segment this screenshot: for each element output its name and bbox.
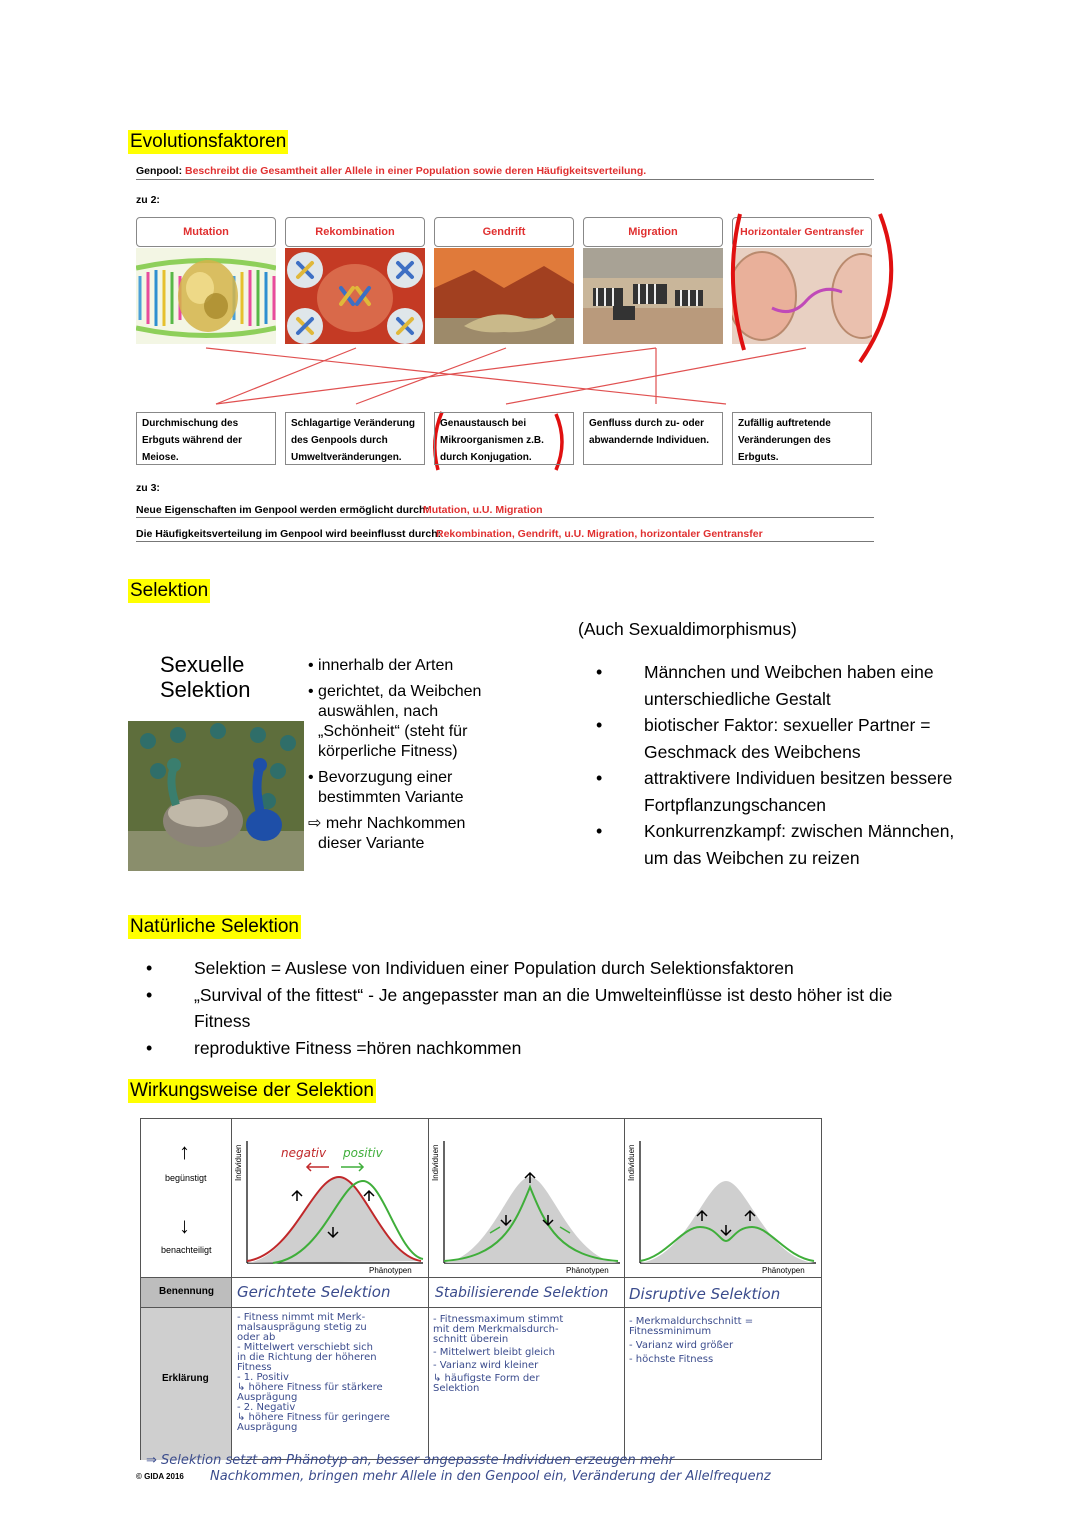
explanation-line: - Fitness nimmt mit Merk- [237,1312,366,1323]
explanation-line: - Fitnessmaximum stimmt [433,1314,564,1325]
new-props-label: Neue Eigenschaften im Genpool werden ermöglicht durch: [136,504,429,516]
desc-line: durch Konjugation. [440,452,532,463]
heading-selektion: Selektion [130,580,209,601]
point-line: • Bevorzugung einer [308,769,453,786]
explanation-line: - Mittelwert verschiebt sich [237,1342,373,1353]
beguenstigt-label: begünstigt [165,1173,207,1183]
explanation-line: Selektion [433,1383,480,1394]
individuen-label: Individuen [431,1144,440,1181]
desc-line: Genfluss durch zu- oder [589,418,705,429]
explanation-line: - 2. Negativ [237,1402,296,1413]
sexual-selection-points [308,656,518,854]
desc-line: abwandernde Individuen. [589,435,710,446]
factor-mutation: Mutation [136,217,276,247]
factor-gendrift: Gendrift [434,217,574,247]
divider [624,1119,625,1459]
desc-line: Meiose. [142,452,179,463]
zu2-label: zu 2: [136,194,160,206]
explanation-line: Ausprägung [237,1422,298,1433]
list-item: • biotischer Faktor: sexueller Partner = Geschmack des Weibchens [594,712,974,765]
genpool-text: Beschreibt die Gesamtheit aller Allele in einer Population sowie deren Häufigkeitsverteilung. [185,165,647,177]
list-item: • attraktivere Individuen besitzen bessere Fortpflanzungschancen [594,765,974,818]
benachteiligt-label: benachteiligt [161,1245,212,1255]
peacock-image [128,721,304,871]
explanation-line: - Varianz wird kleiner [433,1360,539,1371]
desc-box [583,412,723,465]
volcano-image [434,248,574,344]
negativ-label: negativ [281,1146,327,1160]
heading-natuerliche-selektion: Natürliche Selektion [130,916,299,937]
factor-rekombination: Rekombination [285,217,425,247]
desc-line: Zufällig auftretende [738,418,831,429]
name-disruptive: Disruptive Selektion [629,1285,781,1303]
explanation-line: in die Richtung der höheren [237,1352,377,1363]
divider [231,1307,821,1308]
red-bracket-marks [720,210,910,370]
desc-line: Schlagartige Veränderung [291,418,415,429]
explanation-line: mit dem Merkmalsdurch- [433,1324,559,1335]
dna-image [136,248,276,344]
explanation-line: ↳ häufigste Form der [433,1373,540,1384]
zebras-image [583,248,723,344]
name-gerichtete: Gerichtete Selektion [237,1283,391,1301]
list-item: • Konkurrenzkampf: zwischen Männchen, um das Weibchen zu reizen [594,818,974,871]
explanation-line: - höchste Fitness [629,1354,714,1365]
point-line: • innerhalb der Arten [308,657,454,674]
sexual-selection-right-list [594,659,974,871]
explanation-line: - Mittelwert bleibt gleich [433,1347,555,1358]
explanation-line: ↳ höhere Fitness für stärkere [237,1382,383,1393]
divider [428,1119,429,1459]
point-line: bestimmten Variante [318,789,464,806]
selection-table [140,1118,822,1460]
point-line: „Schönheit“ (steht für [318,723,468,740]
individuen-label: Individuen [627,1144,636,1181]
disruptive-selection-graph [626,1137,818,1277]
point-line: körperliche Fitness) [318,743,458,760]
erklaerung-label: Erklärung [162,1373,209,1384]
divider [136,517,874,518]
title-line: Selektion [160,677,251,702]
explanation-line: Fitness [237,1362,272,1373]
sexual-selection-title [160,652,251,702]
natural-selection-list [144,955,944,1061]
new-props-value: Mutation, u.U. Migration [423,504,543,516]
explanation-line: - 1. Positiv [237,1372,289,1383]
divider [231,1277,821,1278]
arrow-up-icon: ↑ [179,1139,190,1164]
phaenotypen-label: Phänotypen [566,1266,609,1275]
explanation-line: - Merkmaldurchschnitt = [629,1316,754,1327]
chromosome-image [285,248,425,344]
heading-evolutionsfaktoren: Evolutionsfaktoren [130,131,287,152]
directional-selection-graph [233,1137,425,1277]
desc-line: Durchmischung des [142,418,239,429]
divider [136,179,874,180]
individuen-label: Individuen [234,1144,243,1181]
explanation-line: Ausprägung [237,1392,298,1403]
desc-line: Genaustausch bei [440,418,527,429]
positiv-label: positiv [343,1146,383,1160]
desc-box [136,412,276,465]
heading-wirkungsweise: Wirkungsweise der Selektion [130,1080,374,1101]
desc-line: des Genpools durch [291,435,388,446]
explanation-gerichtete [237,1313,427,1433]
zu3-label: zu 3: [136,482,160,494]
list-item: • Selektion = Auslese von Individuen einer Population durch Selektionsfaktoren [144,955,944,982]
desc-box [732,412,872,465]
list-item: • reproduktive Fitness =hören nachkommen [144,1035,944,1062]
factor-horizontaler-gentransfer: Horizontaler Gentransfer [732,217,872,247]
benennung-label: Benennung [159,1286,214,1297]
desc-line: Erbguts. [738,452,779,463]
factor-migration: Migration [583,217,723,247]
explanation-disruptive [629,1317,819,1365]
phaenotypen-label: Phänotypen [762,1266,805,1275]
point-line: auswählen, nach [318,703,439,720]
point-line: ⇨ mehr Nachkommen [308,815,466,832]
stabilizing-selection-graph [430,1137,622,1277]
explanation-line: ↳ höhere Fitness für geringere [237,1412,390,1423]
copyright: © GIDA 2016 [136,1472,184,1481]
explanation-line: Fitnessminimum [629,1326,712,1337]
point-line: • gerichtet, da Weibchen [308,683,482,700]
desc-line: Umweltveränderungen. [291,452,402,463]
divider [136,541,874,542]
conclusion-line-1: ⇒ Selektion setzt am Phänotyp an, besser angepasste Individuen erzeugen mehr [146,1453,675,1468]
freq-label: Die Häufigkeitsverteilung im Genpool wird beeinflusst durch: [136,528,442,540]
list-item: • „Survival of the fittest“ - Je angepasster man an die Umwelteinflüsse ist desto höher ist die Fitness [144,982,944,1035]
point-line: dieser Variante [318,835,425,852]
desc-line: Mikroorganismen z.B. [440,435,544,446]
list-item: • Männchen und Weibchen haben eine unterschiedliche Gestalt [594,659,974,712]
explanation-stabilisierende [433,1315,623,1394]
explanation-line: malsausprägung stetig zu [237,1322,367,1333]
phaenotypen-label: Phänotypen [369,1266,412,1275]
desc-line: Veränderungen des [738,435,831,446]
explanation-line: oder ab [237,1332,276,1343]
freq-value: Rekombination, Gendrift, u.U. Migration, horizontaler Gentransfer [436,528,763,540]
name-stabilisierende: Stabilisierende Selektion [435,1285,609,1301]
desc-box [285,412,425,465]
arrow-down-icon: ↓ [179,1213,190,1238]
title-line: Sexuelle [160,652,245,677]
explanation-line: - Varianz wird größer [629,1340,734,1351]
explanation-line: schnitt überein [433,1334,509,1345]
desc-line: Erbguts während der [142,435,243,446]
sexualdimorphismus-note: (Auch Sexualdimorphismus) [578,619,797,639]
genpool-label: Genpool: [136,165,183,177]
conclusion-line-2: Nachkommen, bringen mehr Allele in den Genpool ein, Veränderung der Allelfrequenz [210,1469,771,1484]
desc-box [434,412,574,465]
